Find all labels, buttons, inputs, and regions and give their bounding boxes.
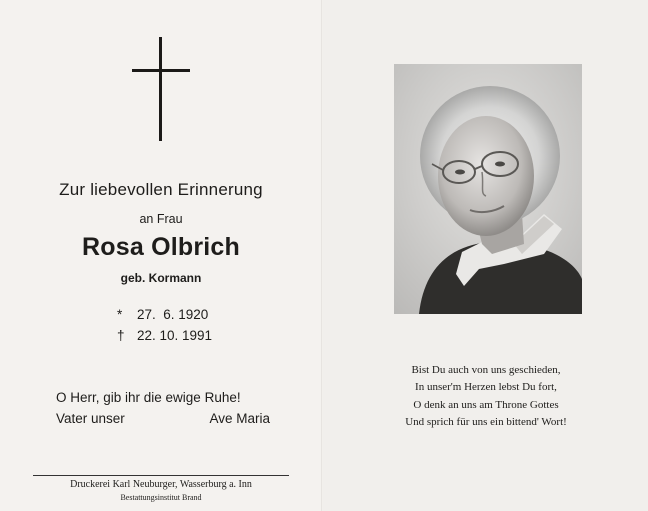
- birth-row: [117, 304, 212, 325]
- printer-line-2: Bestattungsinstitut Brand: [120, 493, 202, 502]
- death-symbol: †: [117, 328, 125, 343]
- maiden-name: geb. Kormann: [120, 271, 202, 285]
- birth-date: 27. 6. 1920: [137, 307, 209, 322]
- poem-line: Bist Du auch von uns geschieden,: [411, 364, 561, 376]
- prayer-line: O Herr, gib ihr die ewige Ruhe!: [56, 390, 241, 405]
- portrait-photo: [394, 64, 582, 314]
- left-panel: [0, 0, 322, 511]
- poem: [354, 362, 618, 431]
- deceased-name: Rosa Olbrich: [82, 233, 240, 261]
- intro-text: Zur liebevollen Erinnerung: [59, 180, 263, 199]
- prayer-left: Vater unser: [56, 411, 125, 426]
- divider: [33, 475, 289, 476]
- life-dates: [117, 304, 212, 346]
- printer-line-1: Druckerei Karl Neuburger, Wasserburg a. Inn: [70, 479, 252, 490]
- prayer-right: Ave Maria: [209, 411, 270, 426]
- latin-cross-icon: [132, 37, 190, 141]
- salutation: an Frau: [139, 212, 183, 226]
- poem-line: O denk an uns am Throne Gottes: [413, 398, 559, 411]
- prayer-row: [56, 411, 270, 426]
- death-date: 22. 10. 1991: [137, 328, 213, 343]
- poem-line: Und sprich für uns ein bittend' Wort!: [405, 415, 567, 428]
- birth-symbol: *: [117, 307, 123, 322]
- poem-line: In unser'm Herzen lebst Du fort,: [415, 381, 557, 394]
- death-row: [117, 325, 212, 346]
